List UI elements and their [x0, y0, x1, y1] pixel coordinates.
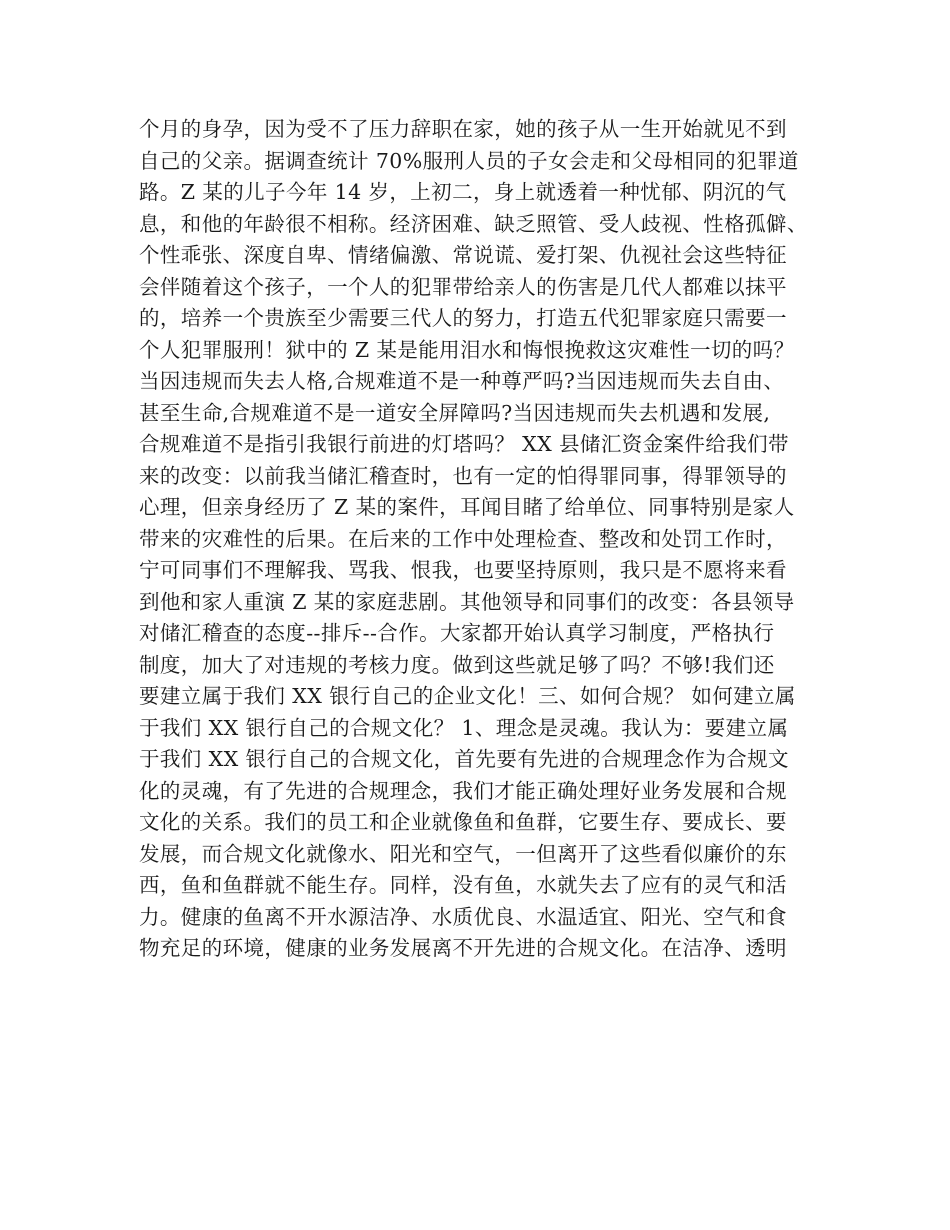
text-line: 息，和他的年龄很不相称。经济困难、缺乏照管、受人歧视、性格孤僻、: [139, 211, 808, 236]
text-line: 西，鱼和鱼群就不能生存。同样，没有鱼，水就失去了应有的灵气和活: [139, 873, 787, 897]
text-line: 于我们 XX 银行自己的合规文化，首先要有先进的合规理念作为合规文: [139, 747, 789, 771]
text-line: 发展，而合规文化就像水、阳光和空气，一但离开了这些看似廉价的东: [139, 841, 787, 866]
text-line: 来的改变：以前我当储汇稽查时，也有一定的怕得罪同事，得罪领导的: [139, 463, 787, 488]
text-line: 制度，加大了对违规的考核力度。做到这些就足够了吗？不够!我们还: [139, 652, 775, 677]
text-line: 会伴随着这个孩子，一个人的犯罪带给亲人的伤害是几代人都难以抹平: [139, 274, 787, 299]
text-line: 要建立属于我们 XX 银行自己的企业文化！三、如何合规？ 如何建立属: [139, 684, 796, 708]
text-line: 路。Z 某的儿子今年 14 岁，上初二，身上就透着一种忧郁、阴沉的气: [139, 180, 787, 204]
text-line: 甚至生命,合规难道不是一道安全屏障吗?当因违规而失去机遇和发展,: [139, 400, 771, 425]
text-line: 的，培养一个贵族至少需要三代人的努力，打造五代犯罪家庭只需要一: [139, 306, 787, 330]
text-line: 个月的身孕，因为受不了压力辞职在家，她的孩子从一生开始就见不到: [139, 117, 787, 141]
text-line: 化的灵魂，有了先进的合规理念，我们才能正确处理好业务发展和合规: [139, 778, 787, 803]
text-line: 个性乖张、深度自卑、情绪偏激、常说谎、爱打架、仇视社会这些特征: [139, 243, 787, 267]
text-line: 文化的关系。我们的员工和企业就像鱼和鱼群，它要生存、要成长、要: [139, 810, 787, 834]
text-line: 当因违规而失去人格,合规难道不是一种尊严吗?当因违规而失去自由、: [139, 369, 785, 393]
text-line: 于我们 XX 银行自己的合规文化？ 1、理念是灵魂。我认为：要建立属: [139, 715, 789, 740]
text-line: 力。健康的鱼离不开水源洁净、水质优良、水温适宜、阳光、空气和食: [139, 904, 787, 929]
text-line: 到他和家人重演 Z 某的家庭悲剧。其他领导和同事们的改变：各县领导: [139, 589, 795, 614]
text-line: 带来的灾难性的后果。在后来的工作中处理检查、整改和处罚工作时，: [139, 526, 787, 551]
text-line: 合规难道不是指引我银行前进的灯塔吗？ XX 县储汇资金案件给我们带: [139, 432, 789, 456]
text-line: 个人犯罪服刑！狱中的 Z 某是能用泪水和悔恨挽救这灾难性一切的吗？: [139, 337, 795, 362]
text-line: 物充足的环境，健康的业务发展离不开先进的合规文化。在洁净、透明: [139, 936, 787, 960]
body-text: [139, 114, 829, 965]
text-line: 自己的父亲。据调查统计 70%服刑人员的子女会走和父母相同的犯罪道: [139, 148, 799, 173]
text-line: 心理，但亲身经历了 Z 某的案件，耳闻目睹了给单位、同事特别是家人: [139, 495, 795, 519]
text-line: 对储汇稽查的态度--排斥--合作。大家都开始认真学习制度，严格执行: [139, 621, 775, 645]
text-line: 宁可同事们不理解我、骂我、恨我，也要坚持原则，我只是不愿将来看: [139, 558, 787, 582]
